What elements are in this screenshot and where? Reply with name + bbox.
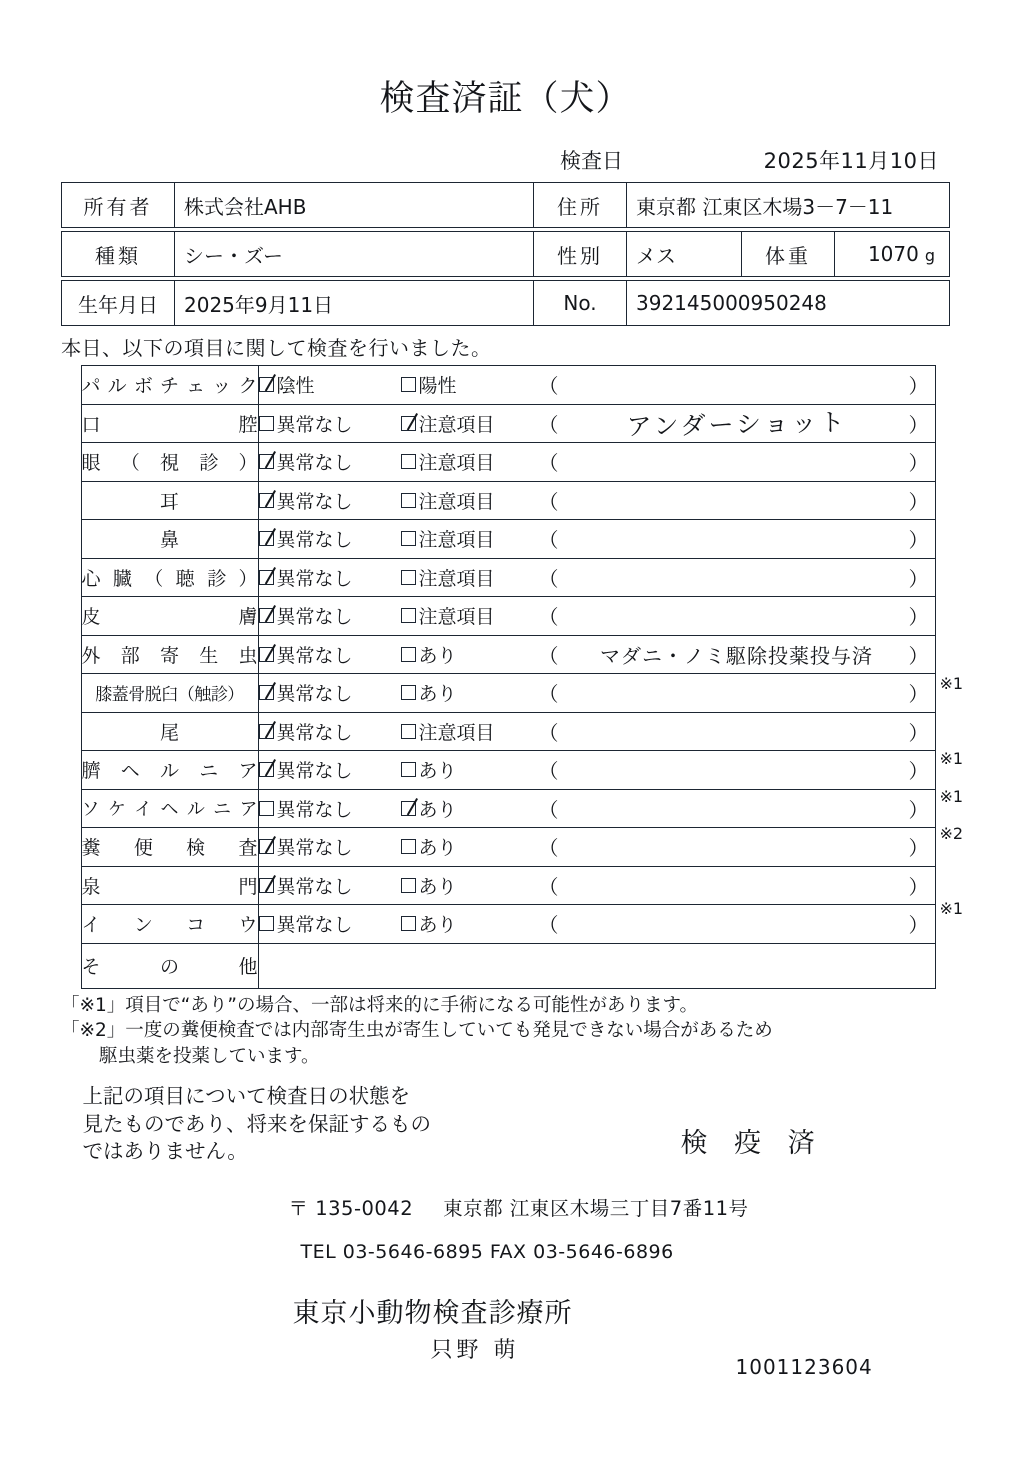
inspection-date-value: 2025年11月10日 bbox=[763, 149, 939, 173]
postal-code: 135-0042 bbox=[315, 1197, 414, 1221]
checkbox-checked-icon[interactable] bbox=[259, 762, 274, 777]
exam-option-label: 陰性 bbox=[276, 375, 315, 398]
checkbox-empty-icon[interactable] bbox=[259, 416, 274, 431]
paren-open: （ bbox=[538, 720, 559, 745]
exam-note-area bbox=[539, 640, 935, 669]
exam-footnote-mark bbox=[936, 440, 996, 478]
exam-option-label: 異常なし bbox=[276, 606, 353, 629]
number-value: 392145000950248 bbox=[627, 281, 950, 326]
weight-unit: g bbox=[924, 246, 935, 265]
exam-note-area bbox=[539, 871, 935, 900]
clinic-address: 東京都 江東区木場三丁目7番11号 bbox=[443, 1197, 749, 1221]
exam-option-secondary[interactable] bbox=[401, 718, 539, 745]
paren-close: ） bbox=[908, 643, 929, 668]
paren-open: （ bbox=[538, 528, 559, 553]
exam-option-primary[interactable] bbox=[259, 872, 401, 899]
exam-note-text: マダニ・ノミ駆除投薬投与済 bbox=[600, 643, 873, 668]
checkbox-checked-icon[interactable] bbox=[259, 608, 274, 623]
exam-note-area bbox=[539, 717, 935, 746]
paren-close: ） bbox=[908, 566, 929, 591]
footnote-1: 「※1」項目で“あり”の場合、一部は将来的に手術になる可能性があります。 bbox=[61, 994, 698, 1016]
exam-option-label: 異常なし bbox=[276, 413, 353, 436]
paren-close: ） bbox=[908, 489, 929, 514]
sex-value: メス bbox=[627, 232, 742, 277]
exam-option-secondary[interactable] bbox=[401, 910, 539, 937]
checkbox-checked-icon[interactable] bbox=[259, 377, 274, 392]
reference-number: 1001123604 bbox=[735, 1355, 873, 1380]
disclaimer-line-3: ではありません。 bbox=[82, 1139, 248, 1164]
exam-footnote-mark: ※1 bbox=[939, 749, 964, 768]
sex-label: 性別 bbox=[534, 232, 627, 277]
exam-note-area bbox=[539, 601, 935, 630]
exam-row bbox=[81, 481, 935, 520]
exam-item-label: 臍 ヘ ル ニ ア bbox=[81, 751, 258, 790]
checkbox-empty-icon[interactable] bbox=[401, 531, 416, 546]
exam-option-label: 異常なし bbox=[276, 567, 353, 590]
checkbox-checked-icon[interactable] bbox=[259, 724, 274, 739]
owner-value: 株式会社AHB bbox=[175, 183, 534, 228]
exam-option-label: 異常なし bbox=[276, 644, 353, 667]
paren-close: ） bbox=[908, 605, 929, 630]
birthdate-row bbox=[62, 281, 950, 326]
exam-footnote-mark bbox=[936, 478, 996, 516]
exam-option-secondary[interactable] bbox=[401, 448, 539, 475]
exam-option-label: 注意項目 bbox=[418, 567, 495, 590]
exam-option-secondary[interactable] bbox=[401, 371, 539, 398]
exam-option-secondary[interactable] bbox=[401, 525, 539, 552]
exam-option-label: あり bbox=[418, 798, 457, 821]
exam-note-area bbox=[539, 563, 935, 592]
exam-row bbox=[81, 366, 935, 405]
breed-label: 種類 bbox=[62, 232, 175, 277]
footnotes-block bbox=[61, 993, 950, 1070]
exam-option-label: 陽性 bbox=[418, 375, 457, 398]
paren-close: ） bbox=[908, 412, 929, 437]
paren-open: （ bbox=[538, 605, 559, 630]
exam-row bbox=[81, 712, 935, 751]
exam-row bbox=[81, 558, 935, 597]
exam-row bbox=[81, 905, 935, 944]
exam-item-label: 糞 便 検 査 bbox=[81, 828, 258, 867]
exam-row bbox=[81, 674, 935, 713]
number-label: No. bbox=[534, 281, 627, 326]
exam-row bbox=[81, 866, 935, 905]
inspection-date-row bbox=[0, 145, 1011, 179]
paren-close: ） bbox=[908, 682, 929, 707]
exam-row bbox=[81, 443, 935, 482]
checkbox-empty-icon[interactable] bbox=[401, 570, 416, 585]
exam-option-secondary[interactable] bbox=[401, 410, 539, 437]
exam-option-label: 注意項目 bbox=[418, 721, 495, 744]
exam-note-area bbox=[539, 755, 935, 784]
paren-open: （ bbox=[538, 374, 559, 399]
exam-item-label: 心 臓 （ 聴 診 ） bbox=[81, 558, 258, 597]
exam-row-body bbox=[258, 751, 935, 790]
exam-footnote-mark: ※1 bbox=[939, 786, 964, 806]
exam-option-label: あり bbox=[418, 914, 457, 937]
breed-sex-weight-row bbox=[62, 232, 950, 277]
exam-option-secondary[interactable] bbox=[401, 602, 539, 629]
disclaimer-line-2: 見たものであり、将来を保証するもの bbox=[82, 1111, 431, 1136]
paren-open: （ bbox=[538, 797, 559, 822]
checkbox-empty-icon[interactable] bbox=[259, 801, 274, 816]
checkbox-empty-icon[interactable] bbox=[401, 493, 416, 508]
exam-footnote-mark bbox=[936, 853, 996, 891]
exam-item-label: 尾 bbox=[81, 712, 258, 751]
exam-row bbox=[81, 943, 935, 988]
exam-footnote-mark bbox=[936, 403, 996, 441]
exam-option-secondary[interactable] bbox=[401, 756, 539, 783]
paren-close: ） bbox=[908, 451, 929, 476]
paren-close: ） bbox=[908, 836, 929, 861]
exam-row-body bbox=[258, 828, 935, 867]
inspection-date-label: 検査日 bbox=[560, 149, 623, 173]
checkbox-checked-icon[interactable] bbox=[259, 878, 274, 893]
checkbox-empty-icon[interactable] bbox=[401, 454, 416, 469]
birthdate-number-table bbox=[61, 280, 950, 326]
exam-footnote-mark bbox=[936, 703, 996, 741]
clinic-name: 東京小動物検査診療所 bbox=[292, 1298, 573, 1330]
exam-row-body bbox=[258, 443, 935, 482]
paren-open: （ bbox=[538, 451, 559, 476]
page-title: 検査済証（犬） bbox=[379, 79, 632, 119]
exam-note-area bbox=[539, 524, 935, 553]
exam-option-label: あり bbox=[418, 644, 457, 667]
exam-note-area bbox=[539, 794, 935, 823]
exam-option-secondary[interactable] bbox=[401, 564, 539, 591]
exam-item-label: 口 腔 bbox=[81, 404, 258, 443]
paren-close: ） bbox=[908, 759, 929, 784]
exam-row-body bbox=[258, 789, 935, 828]
veterinarian-name: 只野 萌 bbox=[430, 1338, 520, 1364]
exam-row bbox=[81, 520, 935, 559]
exam-option-primary[interactable] bbox=[259, 487, 401, 514]
exam-option-label: 注意項目 bbox=[418, 413, 495, 436]
quarantine-stamp: 検 疫 済 bbox=[680, 1128, 824, 1160]
exam-item-label: 耳 bbox=[81, 481, 258, 520]
exam-footnote-mark bbox=[936, 928, 996, 972]
paren-close: ） bbox=[908, 528, 929, 553]
exam-row-body bbox=[258, 905, 935, 944]
exam-option-secondary[interactable] bbox=[401, 679, 539, 706]
exam-table bbox=[81, 365, 936, 989]
exam-option-primary[interactable] bbox=[259, 795, 401, 822]
checkbox-empty-icon[interactable] bbox=[401, 685, 416, 700]
exam-footnote-mark: ※1 bbox=[939, 674, 964, 693]
clinic-telfax: TEL 03-5646-6895 FAX 03-5646-6896 bbox=[300, 1241, 674, 1264]
exam-option-secondary[interactable] bbox=[401, 833, 539, 860]
birthdate-value: 2025年9月11日 bbox=[175, 281, 534, 326]
exam-option-label: 異常なし bbox=[276, 490, 353, 513]
exam-option-label: 注意項目 bbox=[418, 490, 495, 513]
exam-option-secondary[interactable] bbox=[401, 641, 539, 668]
exam-option-primary[interactable] bbox=[259, 448, 401, 475]
exam-option-primary[interactable] bbox=[259, 641, 401, 668]
checkbox-checked-icon[interactable] bbox=[401, 416, 416, 431]
exam-option-label: 異常なし bbox=[276, 683, 353, 706]
footnote-marks-column bbox=[936, 365, 996, 972]
exam-item-label: 眼 （ 視 診 ） bbox=[81, 443, 258, 482]
exam-option-secondary[interactable] bbox=[401, 795, 539, 822]
weight-value: 1070 bbox=[867, 242, 919, 266]
exam-option-label: 異常なし bbox=[276, 721, 353, 744]
paren-close: ） bbox=[908, 913, 929, 938]
exam-footnote-mark: ※2 bbox=[939, 824, 964, 843]
exam-row bbox=[81, 828, 935, 867]
checkbox-empty-icon[interactable] bbox=[259, 916, 274, 931]
postal-symbol: 〒 bbox=[288, 1197, 309, 1221]
paren-open: （ bbox=[538, 874, 559, 899]
checkbox-empty-icon[interactable] bbox=[401, 916, 416, 931]
checkbox-checked-icon[interactable] bbox=[259, 531, 274, 546]
exam-item-label: ソ ケ イ ヘ ル ニ ア bbox=[81, 789, 258, 828]
checkbox-checked-icon[interactable] bbox=[401, 801, 416, 816]
exam-row-body bbox=[258, 674, 935, 713]
checkbox-empty-icon[interactable] bbox=[401, 878, 416, 893]
exam-row-body bbox=[258, 404, 935, 443]
exam-option-label: 注意項目 bbox=[418, 452, 495, 475]
animal-info-table bbox=[61, 231, 950, 277]
exam-row bbox=[81, 789, 935, 828]
exam-option-primary[interactable] bbox=[259, 910, 401, 937]
exam-row-body bbox=[258, 635, 935, 674]
exam-option-label: 異常なし bbox=[276, 760, 353, 783]
exam-note-area bbox=[539, 678, 935, 707]
exam-option-primary[interactable] bbox=[259, 564, 401, 591]
exam-note-area bbox=[539, 832, 935, 861]
owner-row bbox=[62, 183, 950, 228]
exam-option-primary[interactable] bbox=[259, 756, 401, 783]
disclaimer-text bbox=[83, 1083, 432, 1166]
exam-option-label: 異常なし bbox=[276, 837, 353, 860]
exam-row-body bbox=[258, 520, 935, 559]
exam-item-label: 膝蓋骨脱臼（触診） bbox=[81, 674, 258, 713]
header-info-table bbox=[61, 182, 950, 228]
exam-option-primary[interactable] bbox=[259, 718, 401, 745]
exam-option-label: あり bbox=[418, 683, 457, 706]
paren-open: （ bbox=[538, 682, 559, 707]
exam-option-primary[interactable] bbox=[259, 679, 401, 706]
exam-note-area bbox=[539, 486, 935, 515]
exam-note-area bbox=[539, 370, 935, 399]
exam-row-body bbox=[258, 866, 935, 905]
checkbox-checked-icon[interactable] bbox=[259, 839, 274, 854]
exam-note-area bbox=[539, 447, 935, 476]
exam-section bbox=[31, 365, 981, 989]
footnote-2-line2: 駆虫薬を投薬しています。 bbox=[99, 1045, 320, 1067]
exam-item-label: イ ン コ ウ bbox=[81, 905, 258, 944]
exam-footnote-mark bbox=[936, 553, 996, 591]
paren-close: ） bbox=[908, 874, 929, 899]
address-label: 住所 bbox=[534, 183, 627, 228]
exam-item-label: そ の 他 bbox=[81, 943, 258, 988]
clinic-address-line bbox=[289, 1193, 749, 1221]
exam-row bbox=[81, 404, 935, 443]
footnote-2-line1: 「※2」一度の糞便検査では内部寄生虫が寄生していても発見できない場合があるため bbox=[61, 1020, 773, 1042]
exam-item-label: 泉 門 bbox=[81, 866, 258, 905]
exam-option-secondary[interactable] bbox=[401, 872, 539, 899]
exam-footnote-mark bbox=[936, 590, 996, 628]
exam-option-label: 異常なし bbox=[276, 452, 353, 475]
exam-option-label: 異常なし bbox=[276, 875, 353, 898]
exam-row bbox=[81, 597, 935, 636]
paren-open: （ bbox=[538, 836, 559, 861]
exam-option-primary[interactable] bbox=[259, 525, 401, 552]
exam-option-label: 注意項目 bbox=[418, 529, 495, 552]
checkbox-checked-icon[interactable] bbox=[259, 570, 274, 585]
address-value: 東京都 江東区木場3－7－11 bbox=[627, 183, 950, 228]
exam-option-primary[interactable] bbox=[259, 833, 401, 860]
checkbox-empty-icon[interactable] bbox=[401, 762, 416, 777]
exam-row-body bbox=[258, 558, 935, 597]
paren-open: （ bbox=[538, 412, 559, 437]
exam-footnote-mark: ※1 bbox=[939, 899, 964, 918]
exam-option-label: 異常なし bbox=[276, 914, 353, 937]
checkbox-checked-icon[interactable] bbox=[259, 685, 274, 700]
paren-close: ） bbox=[908, 797, 929, 822]
exam-option-label: 異常なし bbox=[276, 798, 353, 821]
exam-item-label: パ ル ボ チ ェ ッ ク bbox=[81, 366, 258, 405]
exam-option-label: 異常なし bbox=[276, 529, 353, 552]
weight-label: 体重 bbox=[742, 232, 835, 277]
checkbox-checked-icon[interactable] bbox=[259, 454, 274, 469]
disclaimer-line-1: 上記の項目について検査日の状態を bbox=[82, 1084, 411, 1109]
paren-close: ） bbox=[908, 720, 929, 745]
exam-row-body bbox=[258, 481, 935, 520]
exam-item-label: 鼻 bbox=[81, 520, 258, 559]
exam-option-label: あり bbox=[418, 875, 457, 898]
birthdate-label: 生年月日 bbox=[62, 281, 175, 326]
exam-row-body bbox=[258, 712, 935, 751]
breed-value: シー・ズー bbox=[175, 232, 534, 277]
paren-open: （ bbox=[538, 759, 559, 784]
paren-open: （ bbox=[538, 913, 559, 938]
exam-row bbox=[81, 635, 935, 674]
paren-open: （ bbox=[538, 643, 559, 668]
exam-note-area bbox=[538, 407, 935, 442]
exam-row-body bbox=[258, 943, 935, 988]
exam-option-label: あり bbox=[418, 837, 457, 860]
checkbox-checked-icon[interactable] bbox=[259, 493, 274, 508]
exam-option-label: 注意項目 bbox=[418, 606, 495, 629]
owner-label: 所有者 bbox=[62, 183, 175, 228]
exam-footnote-mark bbox=[936, 515, 996, 553]
exam-item-label: 皮 膚 bbox=[81, 597, 258, 636]
paren-open: （ bbox=[538, 566, 559, 591]
exam-note-area bbox=[539, 909, 935, 938]
exam-option-secondary[interactable] bbox=[401, 487, 539, 514]
exam-option-primary[interactable] bbox=[259, 602, 401, 629]
exam-option-primary[interactable] bbox=[259, 371, 401, 398]
footer-block bbox=[31, 1083, 981, 1380]
checkbox-empty-icon[interactable] bbox=[401, 839, 416, 854]
lead-sentence: 本日、以下の項目に関して検査を行いました。 bbox=[61, 336, 492, 360]
exam-row-body bbox=[258, 597, 935, 636]
exam-footnote-mark bbox=[936, 628, 996, 666]
exam-item-label: 外 部 寄 生 虫 bbox=[81, 635, 258, 674]
weight-value-cell bbox=[835, 232, 950, 277]
exam-row bbox=[81, 751, 935, 790]
exam-row-body bbox=[258, 366, 935, 405]
checkbox-empty-icon[interactable] bbox=[401, 377, 416, 392]
exam-option-primary[interactable] bbox=[259, 410, 401, 437]
paren-close: ） bbox=[908, 374, 929, 399]
checkbox-checked-icon[interactable] bbox=[259, 647, 274, 662]
exam-note-handwritten: アンダーショット bbox=[625, 407, 848, 442]
exam-option-label: あり bbox=[418, 760, 457, 783]
checkbox-empty-icon[interactable] bbox=[401, 647, 416, 662]
paren-open: （ bbox=[538, 489, 559, 514]
checkbox-empty-icon[interactable] bbox=[401, 608, 416, 623]
checkbox-empty-icon[interactable] bbox=[401, 724, 416, 739]
exam-footnote-mark bbox=[936, 365, 996, 403]
